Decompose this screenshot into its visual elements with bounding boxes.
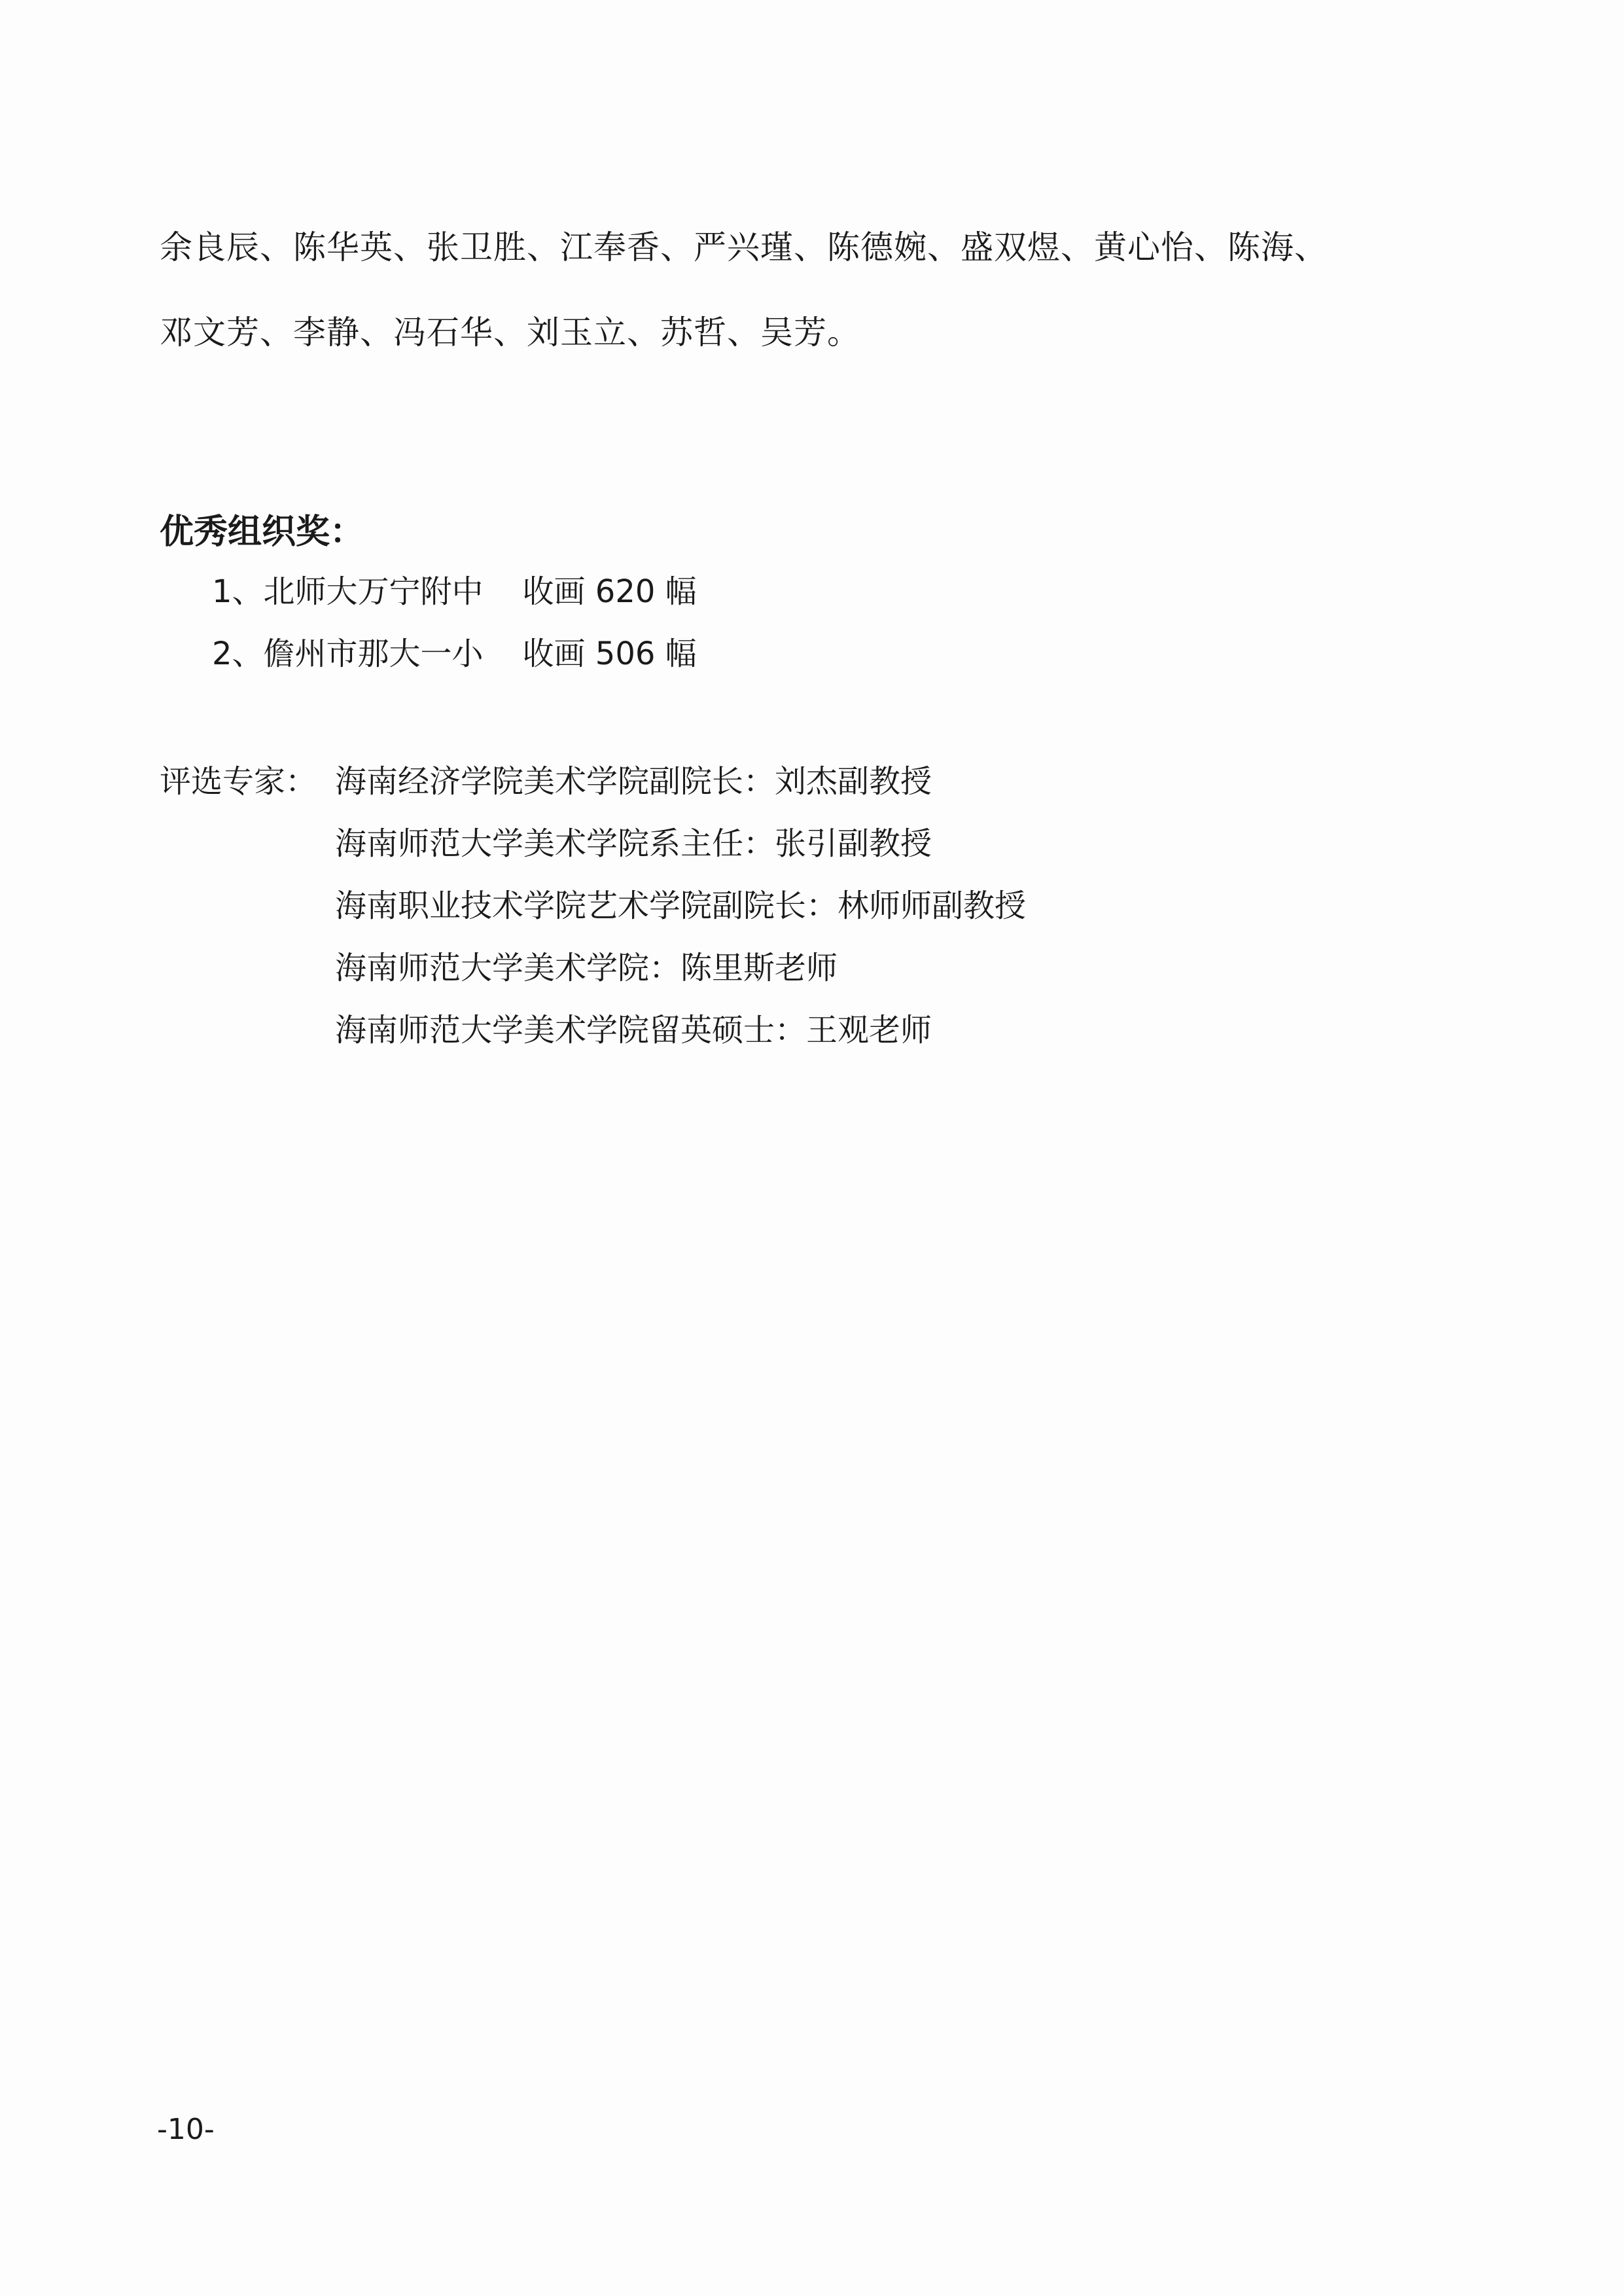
organization-count: 收画 620 幅	[522, 573, 697, 610]
page-number: -10-	[157, 2113, 215, 2146]
organization-award-heading: 优秀组织奖：	[160, 512, 364, 552]
expert-entry: 海南职业技术学院艺术学院副院长：林师师副教授	[335, 888, 1027, 924]
expert-entry: 海南师范大学美术学院：陈里斯老师	[335, 950, 838, 986]
expert-entry: 海南师范大学美术学院留英硕士：王观老师	[335, 1012, 932, 1049]
organization-award-item	[212, 628, 697, 673]
organization-count: 收画 506 幅	[522, 636, 697, 672]
organization-award-item	[212, 566, 697, 611]
awardee-names-line-1: 余良辰、陈华英、张卫胜、江奉香、严兴瑾、陈德婉、盛双煜、黄心怡、陈海、	[160, 228, 1328, 266]
organization-name: 2、儋州市那大一小	[212, 636, 484, 672]
expert-entry: 海南师范大学美术学院系主任：张引副教授	[335, 825, 932, 862]
experts-label: 评选专家：	[160, 763, 317, 800]
organization-name: 1、北师大万宁附中	[212, 573, 484, 610]
expert-entry: 海南经济学院美术学院副院长：刘杰副教授	[335, 763, 932, 800]
awardee-names-line-2: 邓文芳、李静、冯石华、刘玉立、苏哲、吴芳。	[160, 314, 860, 351]
